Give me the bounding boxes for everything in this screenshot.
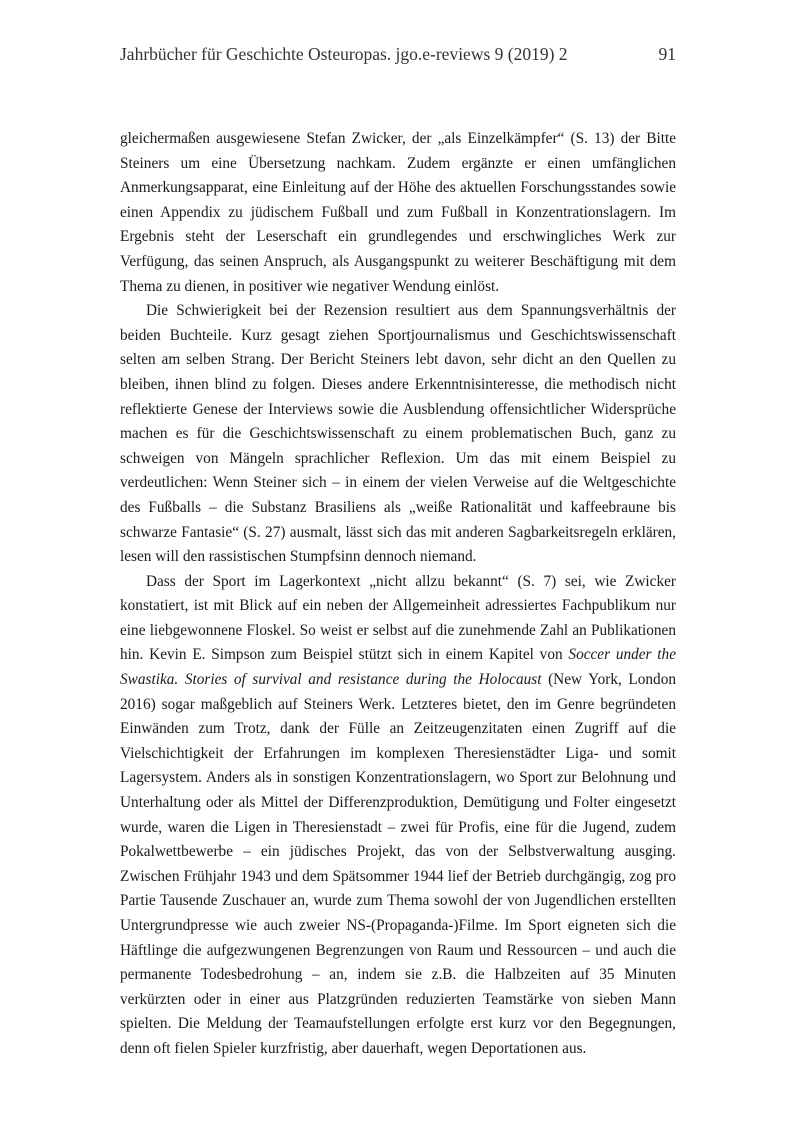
body-text	[120, 127, 676, 1062]
paragraph-3	[120, 570, 676, 1062]
page-number: 91	[658, 44, 676, 64]
paragraph-1: gleichermaßen ausgewiesene Stefan Zwicker, der „als Einzelkämpfer“ (S. 13) der Bitte Steiners um eine Übersetzung nachkam. Zudem ergänzte er einen umfänglichen Anmerkungsapparat, eine Einleitung auf der Höhe des aktuellen Forschungsstandes sowie einen Appendix zu jüdischem Fußball und zum Fußball in Konzentrationslagern. Im Ergebnis steht der Leserschaft ein grundlegendes und erschwingliches Werk zur Verfügung, das seinen Anspruch, als Ausgangspunkt zu weiterer Beschäftigung mit dem Thema zu dienen, in positiver wie negativer Wendung einlöst.	[120, 130, 676, 295]
paragraph-3-part-a: Dass der Sport im Lagerkontext „nicht allzu bekannt“ (S. 7) sei, wie Zwicker konstatiert, ist mit Blick auf ein neben der Allgemeinheit adressiertes Fachpublikum nur eine liebgewonnene Floskel. So weist er selbst auf die zunehmende Zahl an Publikationen hin. Kevin E. Simpson zum Beispiel stützt sich in einem Kapitel von	[120, 572, 676, 664]
cited-book-title: Soccer under the Swastika. Stories of survival and resistance during the Holocaust	[120, 646, 676, 689]
paragraph-2: Die Schwierigkeit bei der Rezension resultiert aus dem Spannungsverhältnis der beiden Buchteile. Kurz gesagt ziehen Sportjournalismus und Geschichtswissenschaft selten am selben Strang. Der Bericht Steiners lebt davon, sehr dicht an den Quellen zu bleiben, ihnen blind zu folgen. Dieses andere Erkenntnisinteresse, die methodisch nicht reflektierte Genese der Interviews sowie die Ausblendung offensichtlicher Widersprüche machen es für die Geschichtswissenschaft zu einem problematischen Buch, ganz zu schweigen von Mängeln sprachlicher Reflexion. Um das mit einem Beispiel zu verdeutlichen: Wenn Steiner sich – in einem der vielen Verweise auf die Weltgeschichte des Fußballs – die Substanz Brasiliens als „weiße Rationalität und kaffeebraune bis schwarze Fantasie“ (S. 27) ausmalt, lässt sich das mit anderen Sagbarkeitsregeln erklären, lesen will den rassistischen Stumpfsinn dennoch niemand.	[120, 302, 676, 566]
running-header	[120, 44, 676, 65]
journal-title: Jahrbücher für Geschichte Osteuropas. jgo.e-reviews 9 (2019) 2	[120, 44, 568, 64]
paragraph-3-part-b: (New York, London 2016) sogar maßgeblich auf Steiners Werk. Letzteres bietet, den im Genre begründeten Einwänden zum Trotz, dank der Fülle an Zeitzeugenzitaten einen Zugriff auf die Vielschichtigkeit der Erfahrungen im komplexen Theresienstädter Liga- und somit Lagersystem. Anders als in sonstigen Konzentrationslagern, wo Sport zur Belohnung und Unterhaltung oder als Mittel der Differenzproduktion, Demütigung und Folter eingesetzt wurde, waren die Ligen in Theresienstadt – zwei für Profis, eine für die Jugend, zudem Pokalwettbewerbe – ein jüdisches Projekt, das von der Selbstverwaltung ausging. Zwischen Frühjahr 1943 und dem Spätsommer 1944 lief der Betrieb durchgängig, zog pro Partie Tausende Zuschauer an, wurde zum Thema sowohl der von Jugendlichen erstellten Untergrundpresse wie auch zweier NS-(Propaganda-)Filme. Im Sport eigneten sich die Häftlinge die aufgezwungenen Begrenzungen von Raum und Ressourcen – und auch die permanente Todesbedrohung – an, indem sie z.B. die Halbzeiten auf 35 Minuten verkürzten oder in einer aus Platzgründen reduzierten Teamstärke von sieben Mann spielten. Die Meldung der Teamaufstellungen erfolgte erst kurz vor den Begegnungen, denn oft fielen Spieler kurzfristig, aber dauerhaft, wegen Deportationen aus.	[120, 671, 676, 1057]
